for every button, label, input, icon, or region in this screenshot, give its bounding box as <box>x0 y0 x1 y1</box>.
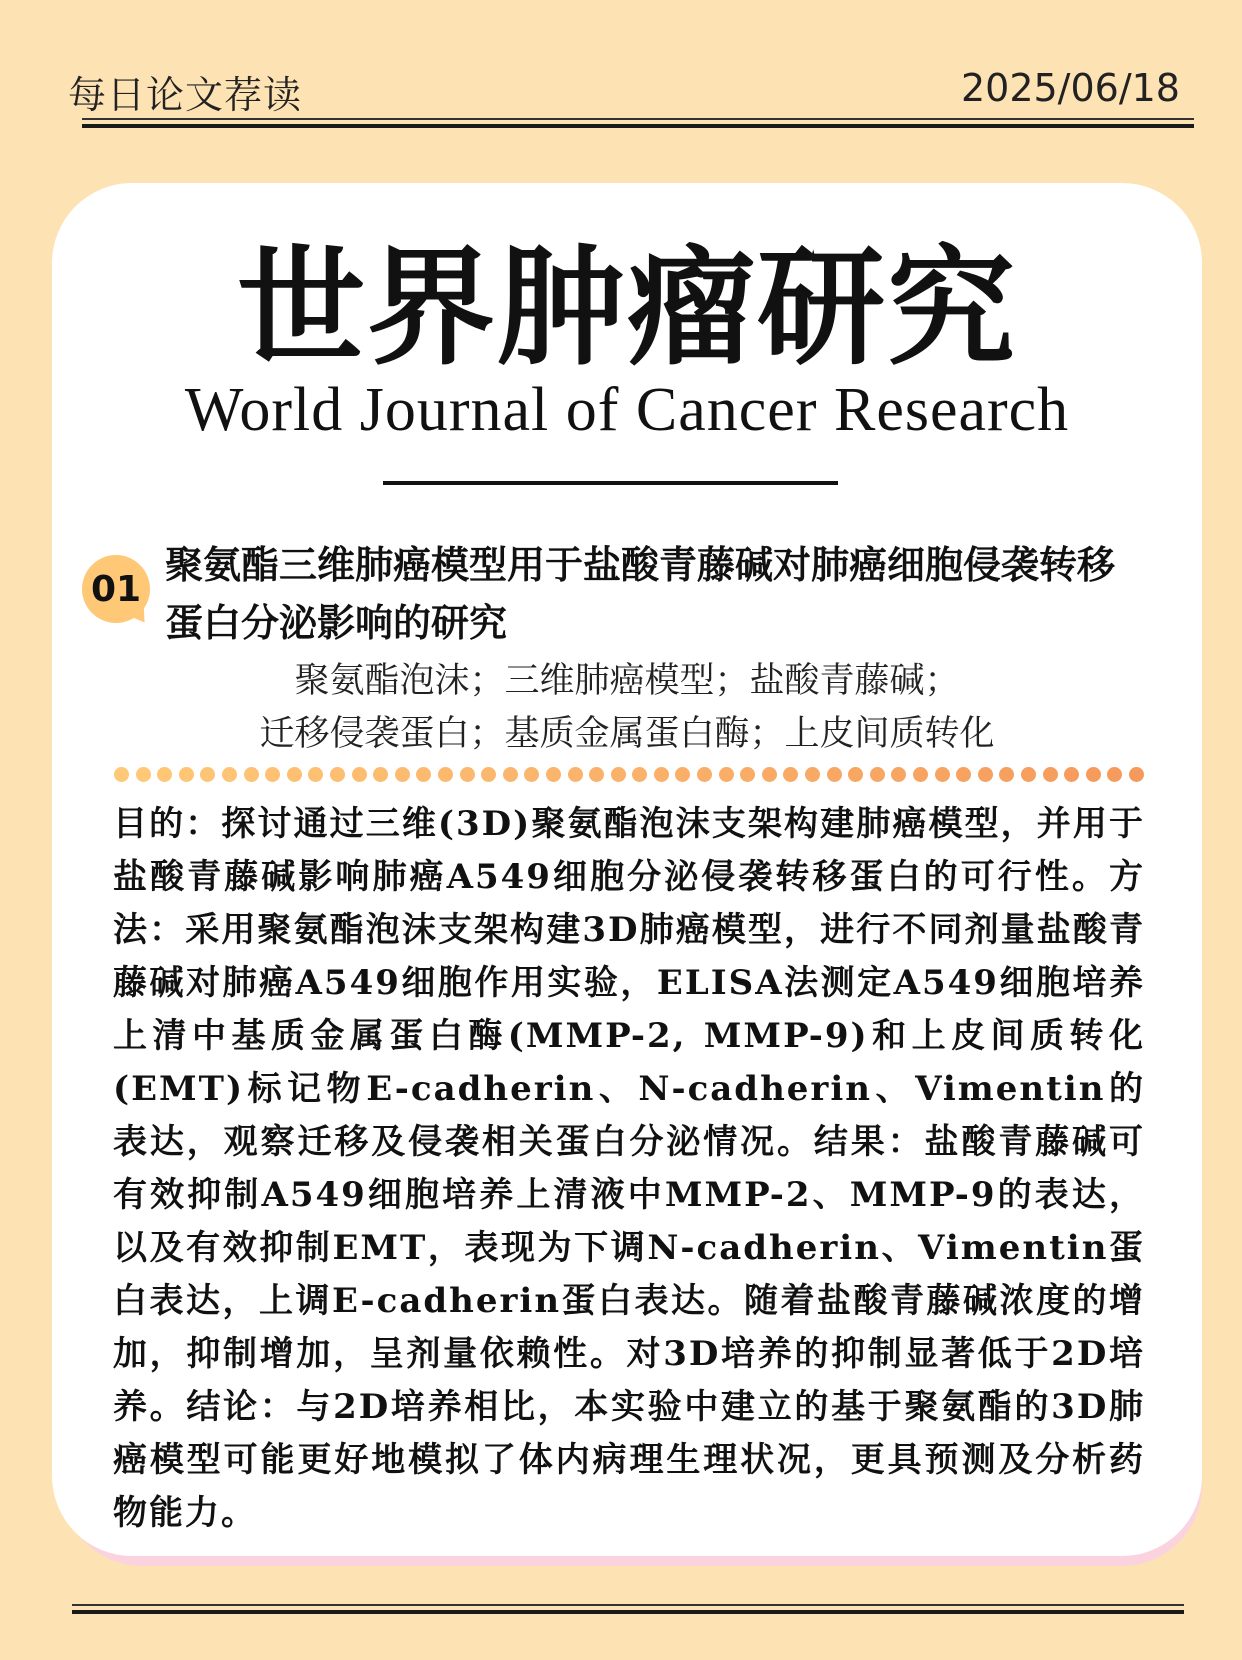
divider-dot <box>265 767 280 782</box>
divider-dot <box>913 767 928 782</box>
divider-dot <box>632 767 647 782</box>
divider-dot <box>589 767 604 782</box>
divider-dot <box>416 767 431 782</box>
divider-dot <box>546 767 561 782</box>
journal-title-en: World Journal of Cancer Research <box>184 376 1070 444</box>
divider-dot <box>783 767 798 782</box>
divider-dot <box>568 767 583 782</box>
divider-dot <box>978 767 993 782</box>
divider-dot <box>308 767 323 782</box>
header-label: 每日论文荐读 <box>68 73 303 117</box>
divider-dot <box>524 767 539 782</box>
divider-dot <box>999 767 1014 782</box>
divider-dot <box>1064 767 1079 782</box>
divider-dot <box>956 767 971 782</box>
divider-dot <box>287 767 302 782</box>
divider-dot <box>481 767 496 782</box>
footer-divider-thin <box>72 1604 1184 1606</box>
divider-dot <box>675 767 690 782</box>
divider-dot <box>827 767 842 782</box>
keywords <box>52 655 1202 761</box>
divider-dot <box>1107 767 1122 782</box>
divider-dot <box>352 767 367 782</box>
header-date: 2025/06/18 <box>960 66 1180 110</box>
divider-dot <box>460 767 475 782</box>
header-divider-thick <box>82 124 1194 128</box>
divider-dot <box>891 767 906 782</box>
keywords-line-1: 聚氨酯泡沫；三维肺癌模型；盐酸青藤碱； <box>294 661 960 701</box>
divider-dot <box>740 767 755 782</box>
divider-dot <box>222 767 237 782</box>
article-number: 01 <box>90 568 142 610</box>
divider-dot <box>244 767 259 782</box>
divider-dot <box>395 767 410 782</box>
divider-dot <box>373 767 388 782</box>
divider-dot <box>762 767 777 782</box>
keywords-line-2: 迁移侵袭蛋白；基质金属蛋白酶；上皮间质转化 <box>259 714 995 754</box>
divider-dot <box>157 767 172 782</box>
footer-divider-thick <box>72 1610 1184 1614</box>
divider-dot <box>503 767 518 782</box>
divider-dot <box>179 767 194 782</box>
divider-dot <box>1043 767 1058 782</box>
divider-dot <box>654 767 669 782</box>
divider-dot <box>697 767 712 782</box>
article-title: 聚氨酯三维肺癌模型用于盐酸青藤碱对肺癌细胞侵袭转移蛋白分泌影响的研究 <box>165 543 1116 645</box>
article-abstract: 目的：探讨通过三维(3D)聚氨酯泡沫支架构建肺癌模型，并用于盐酸青藤碱影响肺癌A549细胞分泌侵袭转移蛋白的可行性。方法：采用聚氨酯泡沫支架构建3D肺癌模型，进行不同剂量盐酸青藤碱对肺癌A549细胞作用实验，ELISA法测定A549细胞培养上清中基质金属蛋白酶(MMP-2, MMP-9)和上皮间质转化(EMT)标记物E-cadherin、N-cadherin、Vimentin的表达，观察迁移及侵袭相关蛋白分泌情况。结果：盐酸青藤碱可有效抑制A549细胞培养上清液中MMP-2、MMP-9的表达，以及有效抑制EMT，表现为下调N-cadherin、Vimentin蛋白表达，上调E-cadherin蛋白表达。随着盐酸青藤碱浓度的增加，抑制增加，呈剂量依赖性。对3D培养的抑制显著低于2D培养。结论：与2D培养相比，本实验中建立的基于聚氨酯的3D肺癌模型可能更好地模拟了体内病理生理状况，更具预测及分析药物能力。 <box>113 804 1145 1533</box>
divider-dot <box>1129 767 1144 782</box>
divider-dot <box>114 767 129 782</box>
divider-dot <box>200 767 215 782</box>
divider-dot <box>719 767 734 782</box>
divider-dot <box>848 767 863 782</box>
dotted-divider <box>114 767 1144 783</box>
journal-title-cn: 世界肿瘤研究 <box>236 233 1017 383</box>
divider-dot <box>870 767 885 782</box>
divider-dot <box>805 767 820 782</box>
divider-dot <box>330 767 345 782</box>
title-divider <box>383 481 838 485</box>
divider-dot <box>1021 767 1036 782</box>
divider-dot <box>611 767 626 782</box>
divider-dot <box>136 767 151 782</box>
divider-dot <box>1086 767 1101 782</box>
divider-dot <box>438 767 453 782</box>
divider-dot <box>935 767 950 782</box>
header-divider-thin <box>82 118 1194 120</box>
